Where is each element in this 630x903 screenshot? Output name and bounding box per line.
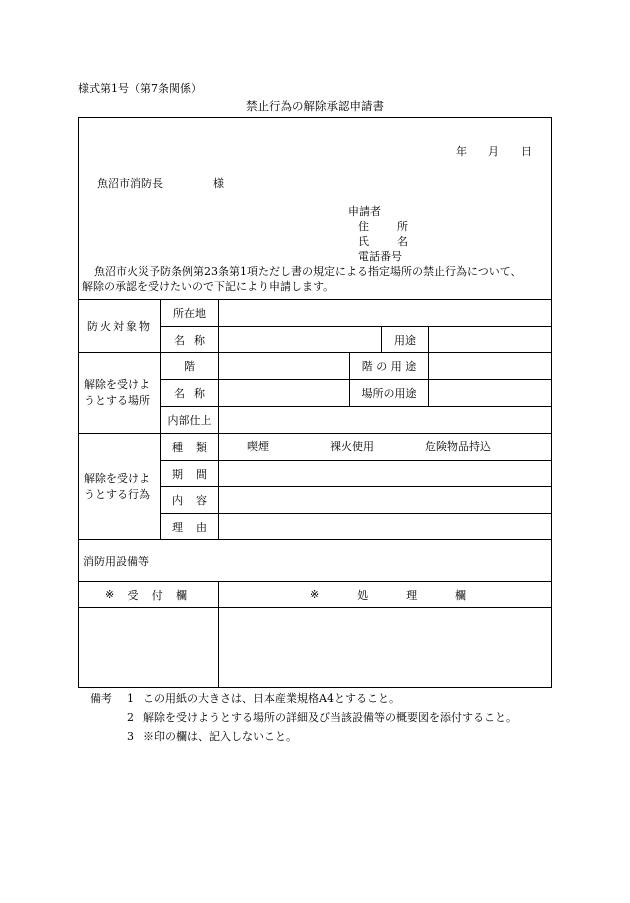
date-year: 年 bbox=[456, 145, 467, 158]
fire-equipment-label: 消防用設備等 bbox=[83, 554, 149, 568]
note-2-text: 解除を受けようとする場所の詳細及び当該設備等の概要図を添付すること。 bbox=[143, 711, 517, 724]
name-label-2: 名 bbox=[397, 235, 408, 248]
form-number: 様式第1号（第7条関係） bbox=[78, 82, 202, 95]
note-1-text: この用紙の大きさは、日本産業規格A4とすること。 bbox=[143, 692, 400, 705]
target-use-label: 用途 bbox=[394, 333, 416, 347]
frame-top bbox=[78, 117, 552, 118]
note-3-number: 3 bbox=[127, 730, 134, 743]
notes-label: 備考 bbox=[90, 692, 112, 705]
rule-v-428-b bbox=[428, 352, 429, 406]
reception-header: ※ 受 付 欄 bbox=[105, 588, 187, 602]
place-interior-label: 内部仕上 bbox=[167, 414, 212, 427]
act-type-option-hazardous: 危険物品持込 bbox=[425, 440, 491, 453]
place-floor-label: 階 bbox=[184, 360, 195, 373]
processing-header: ※ 処 理 欄 bbox=[310, 588, 466, 602]
addressee: 魚沼市消防長 bbox=[97, 177, 163, 190]
frame-right bbox=[551, 117, 552, 688]
act-type-option-smoking: 喫煙 bbox=[247, 440, 269, 453]
body-text-line1: 魚沼市火災予防条例第23条第1項ただし書の規定による指定場所の禁止行為について、 bbox=[94, 265, 522, 278]
target-name-label: 名 称 bbox=[174, 333, 205, 347]
act-type-option-open-flame: 裸火使用 bbox=[330, 440, 374, 453]
date-month: 月 bbox=[488, 145, 499, 158]
target-location-label: 所在地 bbox=[173, 307, 206, 320]
name-label-1: 氏 bbox=[358, 235, 369, 248]
act-period-label: 期 間 bbox=[172, 467, 207, 481]
target-label: 防火対象物 bbox=[87, 320, 152, 333]
place-use-label: 場所の用途 bbox=[361, 387, 417, 400]
rule-v-428-a bbox=[428, 326, 429, 353]
note-3-text: ※印の欄は、記入しないこと。 bbox=[143, 730, 297, 743]
body-text-line2: 解除の承認を受けたいので下記により申請します。 bbox=[82, 280, 335, 293]
date-day: 日 bbox=[521, 145, 532, 158]
honorific: 様 bbox=[213, 177, 224, 190]
address-label-1: 住 bbox=[358, 220, 369, 233]
phone-label: 電話番号 bbox=[358, 250, 402, 263]
note-1-number: 1 bbox=[127, 692, 134, 705]
rule-v-218-a bbox=[218, 299, 219, 540]
note-2-number: 2 bbox=[127, 711, 134, 724]
act-label: 解除を受けよ うとする行為 bbox=[84, 471, 150, 501]
act-content-label: 内 容 bbox=[172, 494, 207, 507]
address-label-2: 所 bbox=[397, 220, 408, 233]
act-reason-label: 理 由 bbox=[172, 520, 207, 534]
frame-bottom bbox=[78, 687, 552, 688]
place-name-label: 名 称 bbox=[174, 387, 205, 400]
form-title: 禁止行為の解除承認申請書 bbox=[246, 99, 384, 113]
rule-h-607 bbox=[78, 607, 552, 608]
place-floor-use-label: 階 の 用 途 bbox=[361, 360, 417, 373]
applicant-label: 申請者 bbox=[348, 205, 381, 218]
place-label: 解除を受けよ うとする場所 bbox=[84, 378, 150, 407]
act-type-label: 種 類 bbox=[172, 441, 207, 454]
